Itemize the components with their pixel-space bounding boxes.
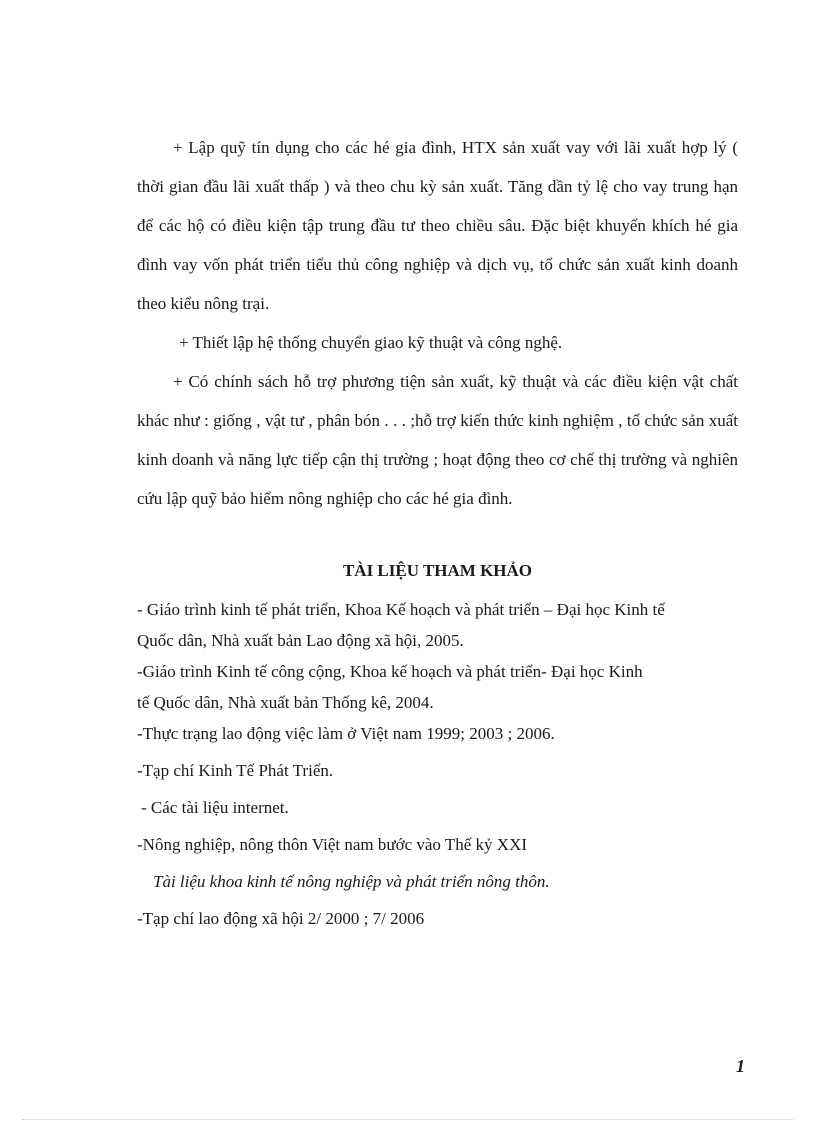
references-heading: TÀI LIỆU THAM KHẢO xyxy=(342,561,533,580)
reference-2-line-2: tế Quốc dân, Nhà xuất bản Thống kê, 2004. xyxy=(137,693,434,712)
reference-5: - Các tài liệu internet. xyxy=(141,798,289,817)
reference-1-line-1: - Giáo trình kinh tế phát triển, Khoa Kế hoạch và phát triển – Đại học Kinh tế xyxy=(137,600,665,619)
references-list xyxy=(137,594,738,934)
reference-4: -Tạp chí Kinh Tế Phát Triển. xyxy=(137,761,334,780)
paragraph-credit-fund: + Lập quỹ tín dụng cho các hé gia đình, HTX sản xuất vay với lãi xuất hợp lý ( thời gian đầu lãi xuất thấp ) và theo chu kỳ sản xuất. Tăng dần tỷ lệ cho vay trung hạn để các hộ có điều kiện tập trung đầu tư theo chiều sâu. Đặc biệt khuyến khích hé gia đình vay vốn phát triển tiểu thủ công nghiệp và dịch vụ, tổ chức sản xuất kinh doanh theo kiểu nông trại. xyxy=(137,138,738,313)
reference-3: -Thực trạng lao động việc làm ở Việt nam 1999; 2003 ; 2006. xyxy=(137,724,555,743)
footer-divider xyxy=(22,1119,794,1120)
paragraph-technology-transfer: + Thiết lập hệ thống chuyển giao kỹ thuật và công nghệ. xyxy=(179,333,563,352)
reference-7: Tài liệu khoa kinh tế nông nghiệp và phát triển nông thôn. xyxy=(153,872,550,891)
reference-8: -Tạp chí lao động xã hội 2/ 2000 ; 7/ 2006 xyxy=(137,909,425,928)
page-number: 1 xyxy=(736,1056,745,1076)
body-text xyxy=(137,128,738,518)
reference-2-line-1: -Giáo trình Kinh tế công cộng, Khoa kế hoạch và phát triển- Đại học Kinh xyxy=(137,662,643,681)
reference-1-line-2: Quốc dân, Nhà xuất bản Lao động xã hội, 2005. xyxy=(137,631,464,650)
paragraph-support-policy: + Có chính sách hỗ trợ phương tiện sản xuất, kỹ thuật và các điều kiện vật chất khác như : giống , vật tư , phân bón . . . ;hỗ trợ kiến thức kinh nghiệm , tổ chức sản xuất kinh doanh và năng lực tiếp cận thị trường ; hoạt động theo cơ chế thị trường và nghiên cứu lập quỹ bảo hiểm nông nghiệp cho các hé gia đình. xyxy=(137,372,738,508)
reference-6: -Nông nghiệp, nông thôn Việt nam bước vào Thế kỷ XXI xyxy=(137,835,528,854)
